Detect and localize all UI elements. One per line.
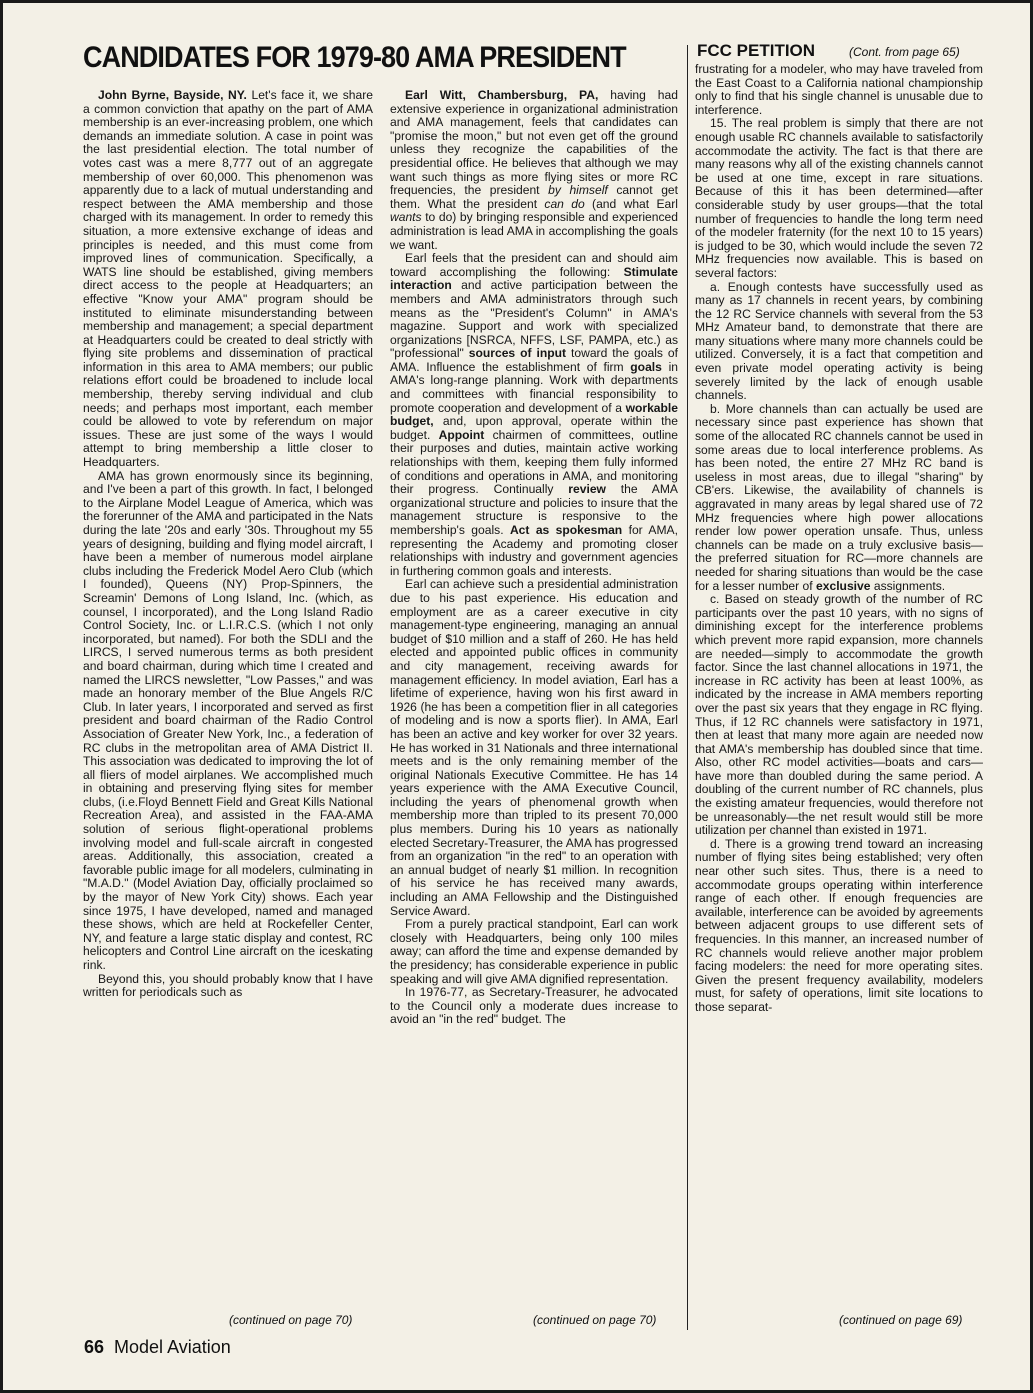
witt-paragraph-2 <box>390 252 678 578</box>
witt-text-1d: to do) by bringing responsible and experienced administration is lead AMA in accomplishing the goals we want. <box>390 210 678 252</box>
witt-column <box>390 89 678 1027</box>
witt-continued: (continued on page 70) <box>533 1313 657 1327</box>
byrne-text-1: Let's face it, we share a common conviction that apathy on the part of AMA membership is an ever-increasing problem, one which demands an immediate solution. A case in point was the last presidential election. The total number of votes cast was a mere 8,777 out of an aggregate membership of over 60,000. This phenomenon was apparently due to a lack of mutual understanding and respect between the AMA membership and those charged with its management. In order to remedy this situation, a more extensive exchange of ideas and principles is needed, and this must come from improved lines of communication. Specifically, a WATS line should be established, giving members direct access to the people at Headquarters; an effective "Know your AMA" program should be instituted to eliminate misunderstanding between membership and management; a special department at Headquarters could be created to deal strictly with flying site problems and dissemination of practical information in this area to AMA members; our public relations effort could be broadened to include local membership, thereby serving individual and club needs; and perhaps most important, each member could be allowed to vote by referendum on major issues. These are just some of the ways I would attempt to bring membership a little closer to Headquarters. <box>83 88 373 470</box>
fcc-paragraph-b <box>695 403 983 593</box>
fcc-paragraph-0: frustrating for a modeler, who may have traveled from the East Coast to a California national championship only to find that his single channel is unusable due to interference. <box>695 62 983 117</box>
byrne-column <box>83 89 373 1000</box>
witt-em-can-do: can do <box>544 196 585 211</box>
witt-bold-goals: goals <box>630 359 662 374</box>
witt-text-2e: and, upon approval, operate within the budget. <box>390 414 678 442</box>
witt-em-wants: wants <box>390 210 422 225</box>
witt-bold-budget: workable budget, <box>390 400 678 429</box>
witt-paragraph-3: Earl can achieve such a presidential administration due to his past experience. His education and employment are as a career executive in city management-type engineering, managing an annual budget of $10 million and a staff of 260. He has held elected and appointed public offices in community and city management, receiving awards for management efficiency. In model aviation, Earl has a lifetime of experience, having won his first award in 1926 (he has been a competition flier in all categories of modeling and is now a sports flier). In AMA, Earl has been an active and key worker for over 32 years. He has worked in 31 Nationals and three international meets and is the only remaining member of the original Nationals Executive Committee. He has 14 years experience with the AMA Executive Council, including the years of phenomenal growth when membership more than tripled to its present 70,000 plus members. During his 10 years as nationally elected Secretary-Treasurer, the AMA has progressed from an organization "in the red" to an operation with an annual budget of nearly $1 million. In recognition of his service he has received many awards, including an AMA Fellowship and the Distinguished Service Award. <box>390 577 678 918</box>
witt-text-1c: (and what Earl <box>592 196 678 211</box>
fcc-column <box>695 63 983 1015</box>
witt-text-2d: in AMA's long-range planning. Work with departments and committees with financial responsibility to promote cooperation and development of a <box>390 359 678 415</box>
fcc-paragraph-d: d. There is a growing trend toward an increasing number of flying sites being established; very often near other such sites. Thus, there is a need to accommodate groups operating within interference range of each other. If enough frequencies are available, interference can be avoided by agreements between adjacent groups to use different sets of frequencies. In this manner, an increased number of RC channels would relieve another major problem facing modelers: the need for more operating sites. Given the present frequency availability, modelers must, for safety of operations, limit site locations to those separat- <box>695 836 983 1014</box>
witt-text-2a: Earl feels that the president can and should aim toward accomplishing the following: <box>390 251 678 279</box>
witt-text-2h: for AMA, representing the Academy and promoting closer relationships with industry and government agencies in furthering common goals and interests. <box>390 523 678 578</box>
byrne-paragraph-1 <box>83 89 373 470</box>
witt-text-2b: and active participation between the members and AMA administrators through such means as the "President's Column" in AMA's magazine. Support and work with specialized organizations [NSRCA, NFFS, LSF, PAMPA, etc.) as "professional" <box>390 278 678 361</box>
fcc-paragraph-c: c. Based on steady growth of the number of RC participants over the past 10 years, with no signs of diminishing except for the interference problems which prevent more rapid expansion, more channels are needed—simply to accommodate the growth factor. Since the last channel allocations in 1971, the increase in RC activity has been at least 100%, as indicated by the increase in AMA members reporting over the past six years that they engage in RC flying. Thus, if 12 RC channels were satisfactory in 1971, then at least that many more again are needed now that AMA's membership has doubled since that time. Also, other RC model activities—boats and cars—have more than doubled during the same period. A doubling of the current number of RC channels, plus the existing amateur frequencies, would therefore not be unreasonably—the net result would still be more utilization per channel than existed in 1971. <box>695 592 983 838</box>
witt-bold-spokesman: Act as spokesman <box>509 523 623 537</box>
witt-em-himself: by himself <box>548 183 608 198</box>
fcc-continued-from: (Cont. from page 65) <box>849 45 960 59</box>
witt-bold-sources: sources of input <box>468 346 567 361</box>
magazine-name: Model Aviation <box>114 1337 231 1357</box>
magazine-page <box>3 3 1030 1390</box>
fcc-title: FCC PETITION <box>697 41 816 60</box>
headline: CANDIDATES FOR 1979-80 AMA PRESIDENT <box>83 41 626 74</box>
fcc-continued: (continued on page 69) <box>839 1313 963 1327</box>
witt-text-2f: chairmen of committees, outline their purposes and duties, maintain active working relationships with them, keeping them fully informed of conditions and operations in AMA, and monitoring their progress. Continually <box>390 427 678 497</box>
witt-bold-appoint: Appoint <box>438 427 485 442</box>
byrne-byline: John Byrne, Bayside, NY. <box>98 88 247 102</box>
witt-text-1a: having had extensive experience in organizational administration and AMA management, feels that candidates can "promise the moon," but not even get off the ground unless they recognize the capabilities of the presidential office. He believes that although we may want such things as more flying sites or more RC frequencies, the president <box>390 88 678 198</box>
fcc-text-b2: assignments. <box>873 578 946 593</box>
fcc-paragraph-a: a. Enough contests have successfully used as many as 17 channels in recent years, by combining the 12 RC Service channels with several from the 53 MHz Amateur band, to demonstrate that there are many situations where many more channels could be utilized. Conversely, it is a fact that competition and even private model operating activity is being severely limited by the lack of enough usable channels. <box>695 279 983 403</box>
byrne-continued: (continued on page 70) <box>229 1313 353 1327</box>
witt-text-1b: cannot get them. What the president <box>390 183 679 211</box>
column-divider <box>687 45 688 1330</box>
byrne-paragraph-3: Beyond this, you should probably know that I have written for periodicals such as <box>83 971 373 1000</box>
page-number: 66 <box>84 1337 105 1357</box>
fcc-paragraph-15: 15. The real problem is simply that there are not enough usable RC channels available to satisfactorily accommodate the activity. The fact is that there are many reasons why all of the existing channels cannot be used at one time, except in rare situations. Because of this it has been determined—after considerable study by user groups—that the total number of frequencies to handle the long term need of the modeler fraternity (for the next 10 to 15 years) is judged to be 30, which would include the seven 72 MHz frequencies now available. This is based on several factors: <box>695 116 983 280</box>
witt-paragraph-1 <box>390 89 678 252</box>
fcc-bold-exclusive: exclusive <box>816 578 871 593</box>
witt-paragraph-4: From a purely practical standpoint, Earl can work closely with Headquarters, being only 100 miles away; can afford the time and expense demanded by the presidency; has considerable experience in public speaking and will give AMA dignified representation. <box>390 917 678 986</box>
witt-bold-stimulate: Stimulate interaction <box>390 264 678 293</box>
byrne-paragraph-2: AMA has grown enormously since its beginning, and I've been a part of this growth. In fact, I belonged to the Airplane Model League of America, which was the forerunner of the AMA and participated in the Nats during the late '20s and early '30s. Throughout my 55 years of designing, building and flying model aircraft, I have been a member of numerous model airplane clubs including the Frederick Model Aero Club (which I founded), Queens (NY) Prop-Spinners, the Screamin' Demons of Long Island, Inc. (which, as counsel, I incorporated), and the Long Island Radio Control Society, Inc. or L.I.R.C.S. (which I not only incorporated, but named). For both the SDLI and the LIRCS, I served numerous terms as both president and board chairman, during which time I created and named the LIRCS newsletter, "Low Passes," and was made an honorary member of the Blue Angels R/C Club. In later years, I incorporated and served as first president and board chairman of the Radio Control Association of Greater New York, Inc., a federation of RC clubs in the metropolitan area of AMA District II. This association was dedicated to improving the lot of all fliers of model airplanes. We accomplished much in obtaining and preserving flying sites for member clubs, (i.e.Floyd Bennett Field and Great Kills National Recreation Area), and assisted in the FAA-AMA solution of serious flight-operational problems involving model and full-scale aircraft in congested areas. Additionally, this association, created a favorable public image for all modelers, culminating in "M.A.D." (Model Aviation Day, officially proclaimed so by the mayor of New York City) shows. Each year since 1975, I have developed, named and managed these shows, which are held at Rockefeller Center, NY, and feature a large static display and contest, RC helicopters and Control Line aircraft on the iceskating rink. <box>83 468 373 972</box>
page-footer <box>84 1337 231 1358</box>
witt-text-2g: the AMA organizational structure and policies to insure that the management structure is responsive to the membership's goals. <box>390 482 678 537</box>
fcc-text-b1: b. More channels than can actually be used are necessary since past experience has shown that some of the allocated RC channels cannot be used in some areas due to local interference problems. As has been noted, the entire 27 MHz RC band is useless in most areas, due to illegal "sharing" by CB'ers. Likewise, the availability of channels is aggravated in many areas by legal shared use of 72 MHz frequencies where high power allocations render low power operation unsafe. Thus, unless channels can be made on a truly exclusive basis—the preferred situation for RC—more channels are needed for sharing situations than would be the case for a lesser number of <box>695 401 983 593</box>
witt-byline: Earl Witt, Chambersburg, PA, <box>405 88 599 102</box>
witt-text-2c: toward the goals of AMA. Influence the establishment of firm <box>390 346 678 374</box>
witt-paragraph-5: In 1976-77, as Secretary-Treasurer, he advocated to the Council only a moderate dues increase to avoid an "in the red" budget. The <box>390 985 678 1027</box>
witt-bold-review: review <box>568 482 606 497</box>
